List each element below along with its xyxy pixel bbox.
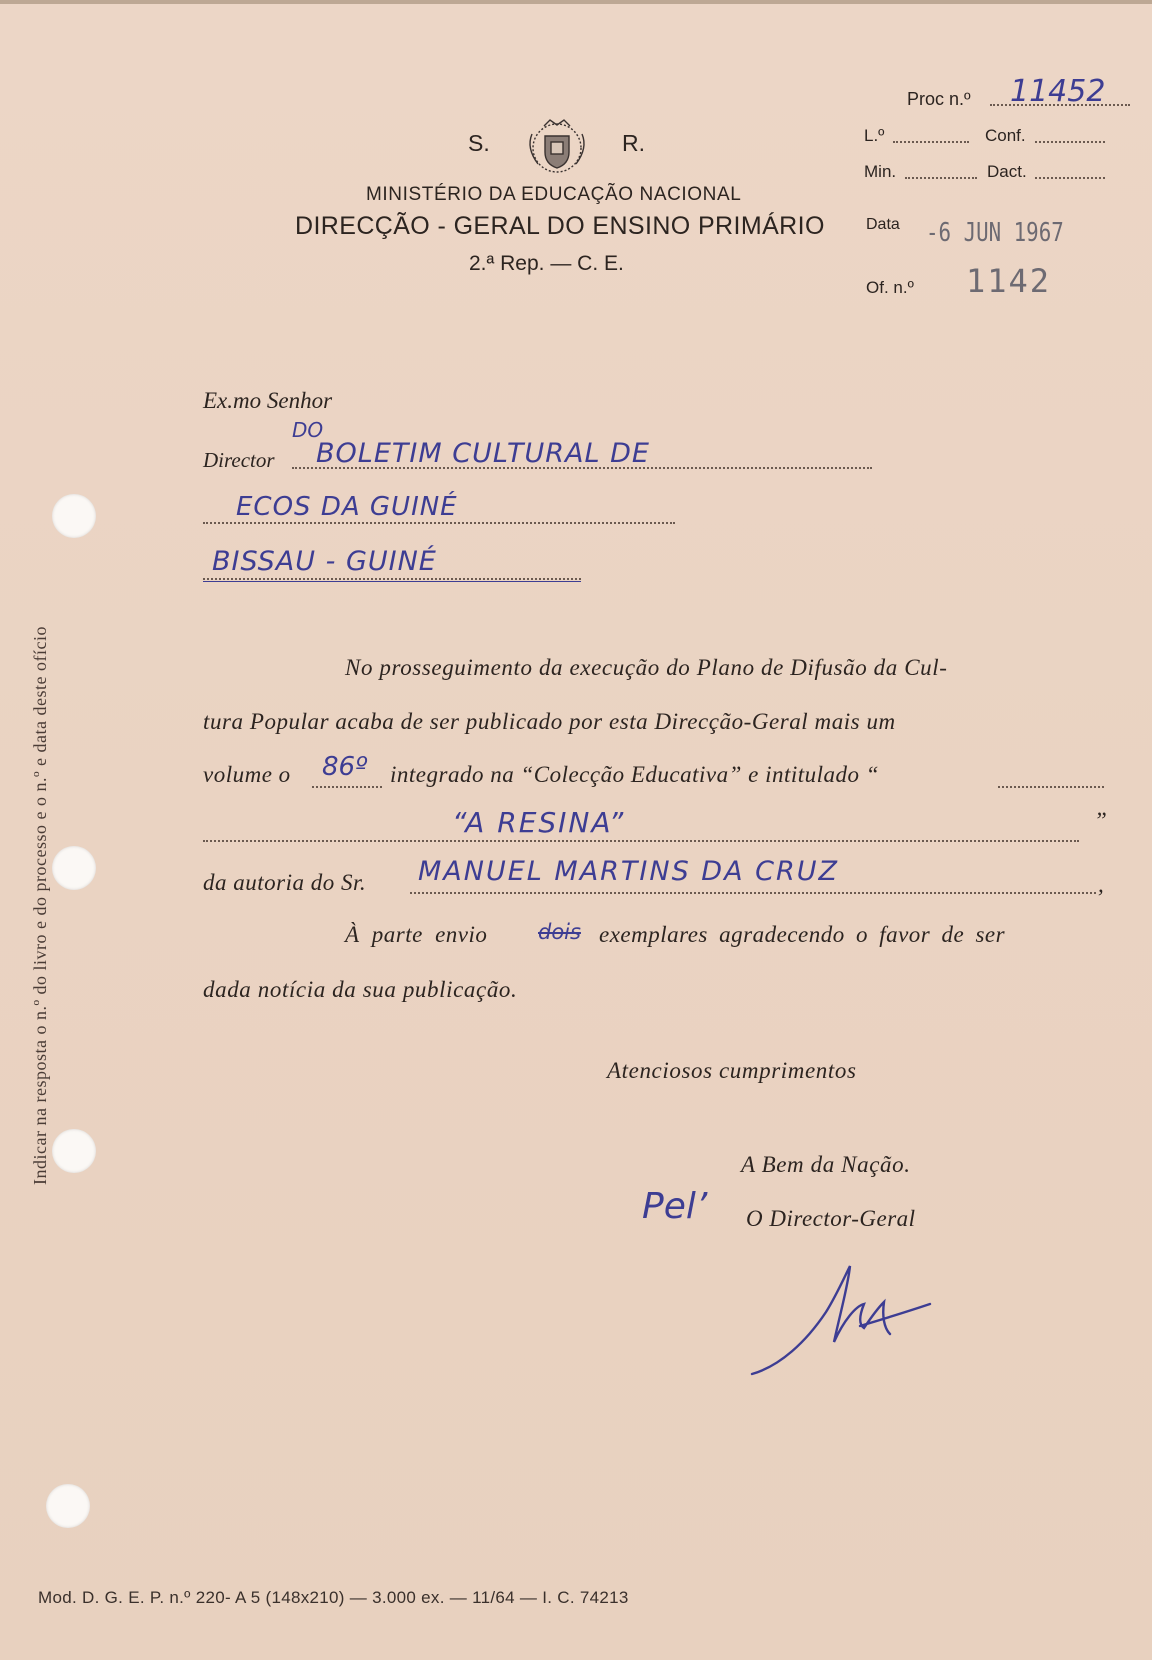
conf-label: Conf.: [985, 126, 1026, 145]
punch-hole: [46, 1484, 90, 1528]
of-label: Of. n.º: [866, 278, 914, 297]
body-line-3-post: integrado na “Colecção Educativa” e intitulado “: [390, 762, 880, 787]
top-edge: [0, 0, 1152, 4]
address-underline: [203, 581, 581, 582]
body-line-3-pre: volume o: [203, 762, 291, 787]
proc-value: 11452: [1010, 74, 1106, 109]
body-line-1: No prosseguimento da execução do Plano de Difusão da Cul-: [345, 655, 948, 680]
motto: A Bem da Nação.: [741, 1152, 911, 1177]
director-label: Director: [203, 448, 275, 472]
punch-hole: [52, 846, 96, 890]
min-dotline: [905, 177, 977, 179]
address-line-3: [203, 578, 581, 580]
volume-number: 86º: [322, 752, 368, 782]
address-1: BOLETIM CULTURAL DE: [316, 438, 650, 469]
regards: Atenciosos cumprimentos: [607, 1058, 857, 1083]
pel-note: Pel’: [642, 1186, 708, 1227]
min-label: Min.: [864, 162, 897, 181]
side-note: Indicar na resposta o n.º do livro e do processo e o n.º e data deste ofício: [30, 626, 50, 1185]
director-note: DO: [292, 418, 324, 442]
data-label: Data: [866, 216, 900, 233]
signer-title: O Director-Geral: [746, 1206, 916, 1231]
address-2: ECOS DA GUINÉ: [236, 492, 458, 522]
salutation: Ex.mo Senhor: [203, 388, 333, 413]
livro-label: L.º: [864, 126, 885, 145]
department: 2.ª Rep. — C. E.: [469, 252, 624, 275]
proc-label: Proc n.º: [907, 89, 971, 109]
dact-dotline: [1035, 177, 1105, 179]
directorate-name: DIRECÇÃO - GERAL DO ENSINO PRIMÁRIO: [295, 212, 825, 240]
author-name: MANUEL MARTINS DA CRUZ: [418, 856, 840, 887]
livro-dotline: [893, 141, 969, 143]
punch-hole: [52, 494, 96, 538]
coat-of-arms-icon: [516, 114, 598, 180]
author-label: da autoria do Sr.: [203, 870, 367, 895]
sr-left: S.: [468, 130, 490, 156]
of-stamp: 1142: [966, 262, 1052, 300]
body-line-5-post: exemplares agradecendo o favor de ser: [599, 922, 1006, 947]
conf-dotline: [1035, 141, 1105, 143]
body-line-2: tura Popular acaba de ser publicado por esta Direcção-Geral mais um: [203, 709, 896, 734]
title-dotline-a: [998, 786, 1104, 788]
signature-icon: [740, 1256, 940, 1382]
form-footer: Mod. D. G. E. P. n.º 220- A 5 (148x210) — 3.000 ex. — 11/64 — I. C. 74213: [38, 1588, 629, 1607]
volume-dotline: [312, 786, 382, 788]
author-comma: ,: [1098, 872, 1104, 897]
punch-hole: [52, 1129, 96, 1173]
author-dotline: [410, 892, 1096, 894]
ministry-name: MINISTÉRIO DA EDUCAÇÃO NACIONAL: [366, 184, 742, 205]
dact-label: Dact.: [987, 162, 1027, 181]
book-title: “A RESINA”: [452, 806, 626, 839]
body-line-5-pre: À parte envio: [345, 922, 488, 947]
close-quote: ”: [1094, 808, 1107, 833]
body-line-6: dada notícia da sua publicação.: [203, 977, 518, 1002]
data-stamp: -6 JUN 1967: [926, 218, 1064, 248]
title-dotline-b: [203, 840, 1079, 842]
address-line-2: [203, 522, 675, 524]
address-3: BISSAU - GUINÉ: [212, 546, 437, 577]
copies-count: dois: [538, 920, 581, 944]
sr-right: R.: [622, 130, 645, 156]
